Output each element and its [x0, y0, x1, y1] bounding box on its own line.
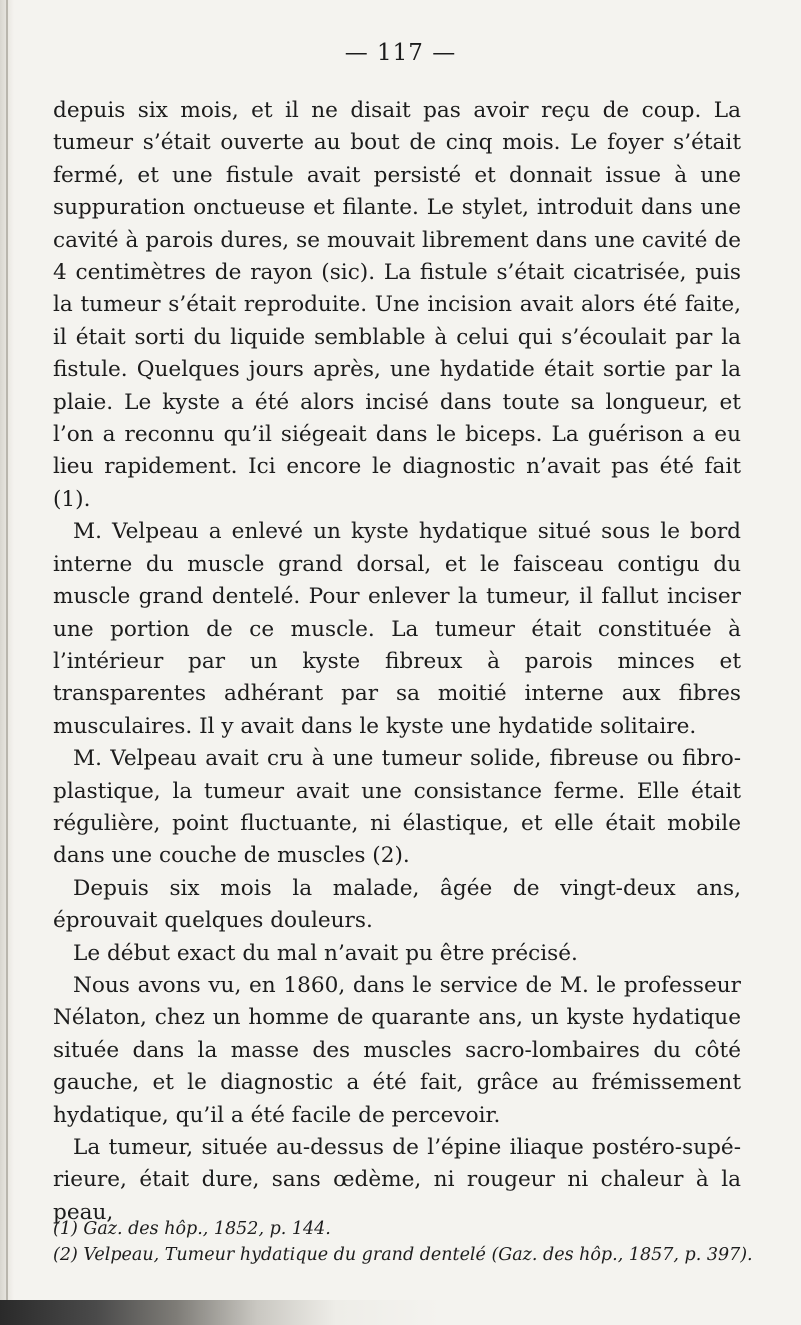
paragraph: M. Velpeau avait cru à une tumeur solide, fibreuse ou fibroplastique, la tumeur avait une consistance ferme. Elle était régulière, point fluctuante, ni élastique, et elle était mobile dans une couche de muscles (2).	[53, 746, 741, 869]
footnote: (2) Velpeau, Tumeur hydatique du grand dentelé (Gaz. des hôp., 1857, p. 397).	[53, 1245, 753, 1265]
page-binding-line	[6, 0, 8, 1325]
body-text	[53, 95, 741, 1229]
paragraph: Nous avons vu, en 1860, dans le service de M. le professeur Nélaton, chez un homme de quarante ans, un kyste hydatique située dans la masse des muscles sacro-lombaires du côté gauche, et le diagnostic a été fait, grâce au frémissement hydatique, qu’il a été facile de percevoir.	[53, 972, 741, 1128]
paragraph: Le début exact du mal n’avait pu être précisé.	[73, 940, 578, 966]
footnote: (1) Gaz. des hôp., 1852, p. 144.	[53, 1219, 331, 1239]
paragraph: La tumeur, située au-dessus de l’épine iliaque postéro-supérieure, était dure, sans œdème, ni rougeur ni chaleur à la peau,	[53, 1135, 741, 1225]
paragraph: Depuis six mois la malade, âgée de vingt-deux ans, éprouvait quelques douleurs.	[53, 875, 741, 934]
scan-edge-shadow	[0, 1300, 801, 1325]
paragraph: depuis six mois, et il ne disait pas avoir reçu de coup. La tumeur s’était ouverte au bout de cinq mois. Le foyer s’était fermé, et une fistule avait persisté et donnait issue à une suppuration onctueuse et filante. Le stylet, introduit dans une cavité à parois dures, se mouvait librement dans une cavité de 4 centimètres de rayon (sic). La fistule s’était cicatrisée, puis la tumeur s’était reproduite. Une incision avait alors été faite, il était sorti du liquide semblable à celui qui s’écoulait par la fistule. Quelques jours après, une hydatide était sortie par la plaie. Le kyste a été alors incisé dans toute sa longueur, et l’on a reconnu qu’il siégeait dans le biceps. La guérison a eu lieu rapidement. Ici encore le diagnostic n’avait pas été fait (1).	[53, 98, 741, 512]
footnotes	[53, 1216, 753, 1268]
paragraph: M. Velpeau a enlevé un kyste hydatique situé sous le bord interne du muscle grand dorsal, et le faisceau contigu du muscle grand dentelé. Pour enlever la tumeur, il fallut inciser une portion de ce muscle. La tumeur était constituée à l’intérieur par un kyste fibreux à parois minces et transparentes adhérant par sa moitié interne aux fibres musculaires. Il y avait dans le kyste une hydatide solitaire.	[53, 519, 741, 739]
page-number: — 117 —	[344, 40, 457, 66]
